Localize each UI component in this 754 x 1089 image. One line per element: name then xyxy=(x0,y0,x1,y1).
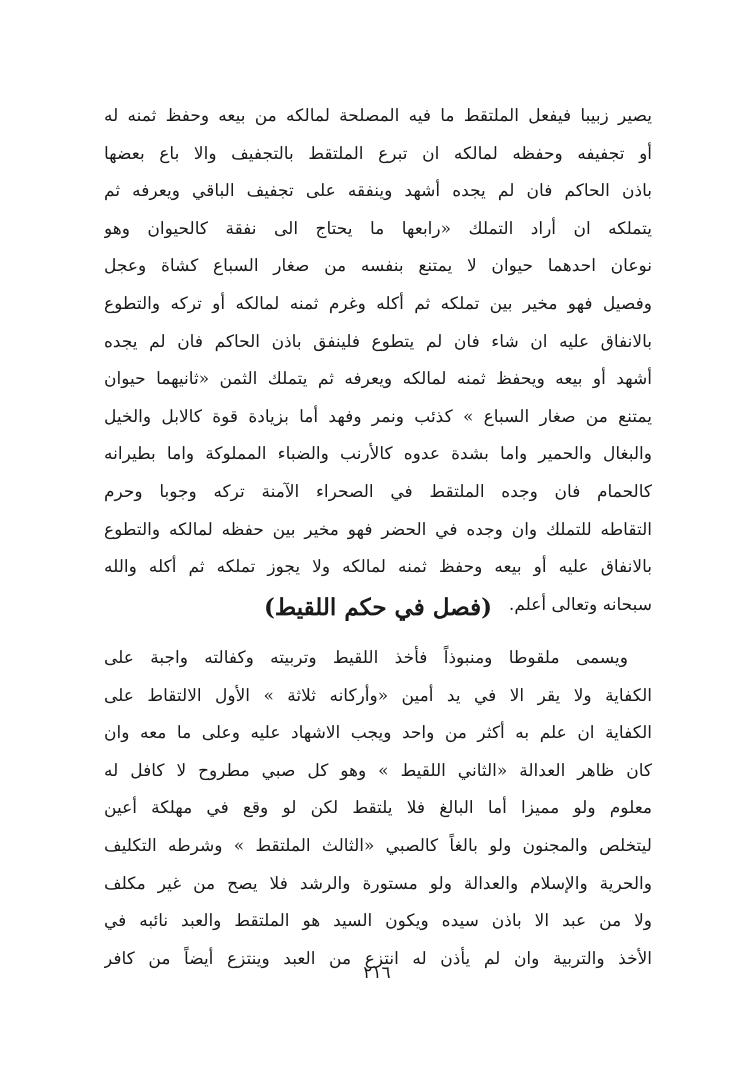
text-line: بالانفاق عليه ان شاء فان لم يتطوع فلينفق باذن الحاكم فان لم يجده xyxy=(104,331,652,352)
text-line: ليتخلص والمجنون ولو بالغاً كالصبي «الثالث الملتقط » وشرطه التكليف xyxy=(104,835,652,856)
text-line: الأخذ والتربية وان لم يأذن له انتزع من العبد وينتزع أيضاً من كافر xyxy=(104,948,652,969)
text-line: ولا من عبد الا باذن سيده ويكون السيد هو الملتقط والعبد نائبه في xyxy=(104,911,652,932)
text-line: يتملكه ان أراد التملك «رابعها ما يحتاج الى نفقة كالحيوان وهو xyxy=(104,218,652,239)
text-line: كان ظاهر العدالة «الثاني اللقيط » وهو كل صبي مطروح لا كافل له xyxy=(104,760,652,781)
section-heading: (فصل في حكم اللقيط) xyxy=(264,594,492,621)
text-line: معلوم ولو مميزا أما البالغ فلا يلتقط لكن لو وقع في مهلكة أعين xyxy=(104,798,652,819)
text-line: الكفاية ان علم به أكثر من واحد ويجب الاشهاد عليه وعلى ما معه وان xyxy=(104,723,652,744)
text-line: نوعان احدهما حيوان لا يمتنع بنفسه من صغار السباع كشاة وعجل xyxy=(104,256,652,277)
paragraph-1 xyxy=(104,98,652,624)
text-line: والحرية والإسلام والعدالة ولو مستورة والرشد فلا يصح من غير مكلف xyxy=(104,873,652,894)
text-line: والبغال والحمير واما بشدة عدوه كالأرنب والضباء المملوكة واما بطيرانه xyxy=(104,444,652,465)
text-line: أو تجفيفه وحفظه لمالكه ان تبرع الملتقط بالتجفيف والا باع بعضها xyxy=(104,143,652,164)
text-line: يمتنع من صغار السباع » كذئب ونمر وفهد أما بزيادة قوة كالابل والخيل xyxy=(104,406,652,427)
text-line: وفصيل فهو مخير بين تملكه ثم أكله وغرم ثمنه لمالكه أو تركه والتطوع xyxy=(104,293,652,314)
text-line: بالانفاق عليه أو بيعه وحفظ ثمنه لمالكه ولا يجوز تملكه ثم أكله والله xyxy=(104,557,652,578)
text-line: ويسمى ملقوطا ومنبوذاً فأخذ اللقيط وتربيته وكفالته واجبة على xyxy=(104,648,628,668)
text-line: الكفاية ولا يقر الا في يد أمين «وأركانه ثلاثة » الأول الالتقاط على xyxy=(104,685,652,706)
page-number: ٢١٦ xyxy=(363,963,391,983)
text-line: التقاطه للتملك وان وجده في الحضر فهو مخير بين حفظه لمالكه والتطوع xyxy=(104,519,652,540)
text-line: يصير زبيبا فيفعل الملتقط ما فيه المصلحة لمالكه من بيعه وحفظ ثمنه له xyxy=(104,106,652,126)
text-line: سبحانه وتعالى أعلم. xyxy=(508,594,652,615)
text-line: كالحمام فان وجده الملتقط في الصحراء الآمنة تركه وجوبا وحرم xyxy=(104,481,652,502)
paragraph-2 xyxy=(104,640,652,978)
text-line: أشهد أو بيعه ويحفظ ثمنه لمالكه ويعرفه ثم يتملك الثمن «ثانيهما حيوان xyxy=(104,369,652,390)
text-line: باذن الحاكم فان لم يجده أشهد وينفقه على تجفيف الباقي ويعرفه ثم xyxy=(104,181,652,202)
